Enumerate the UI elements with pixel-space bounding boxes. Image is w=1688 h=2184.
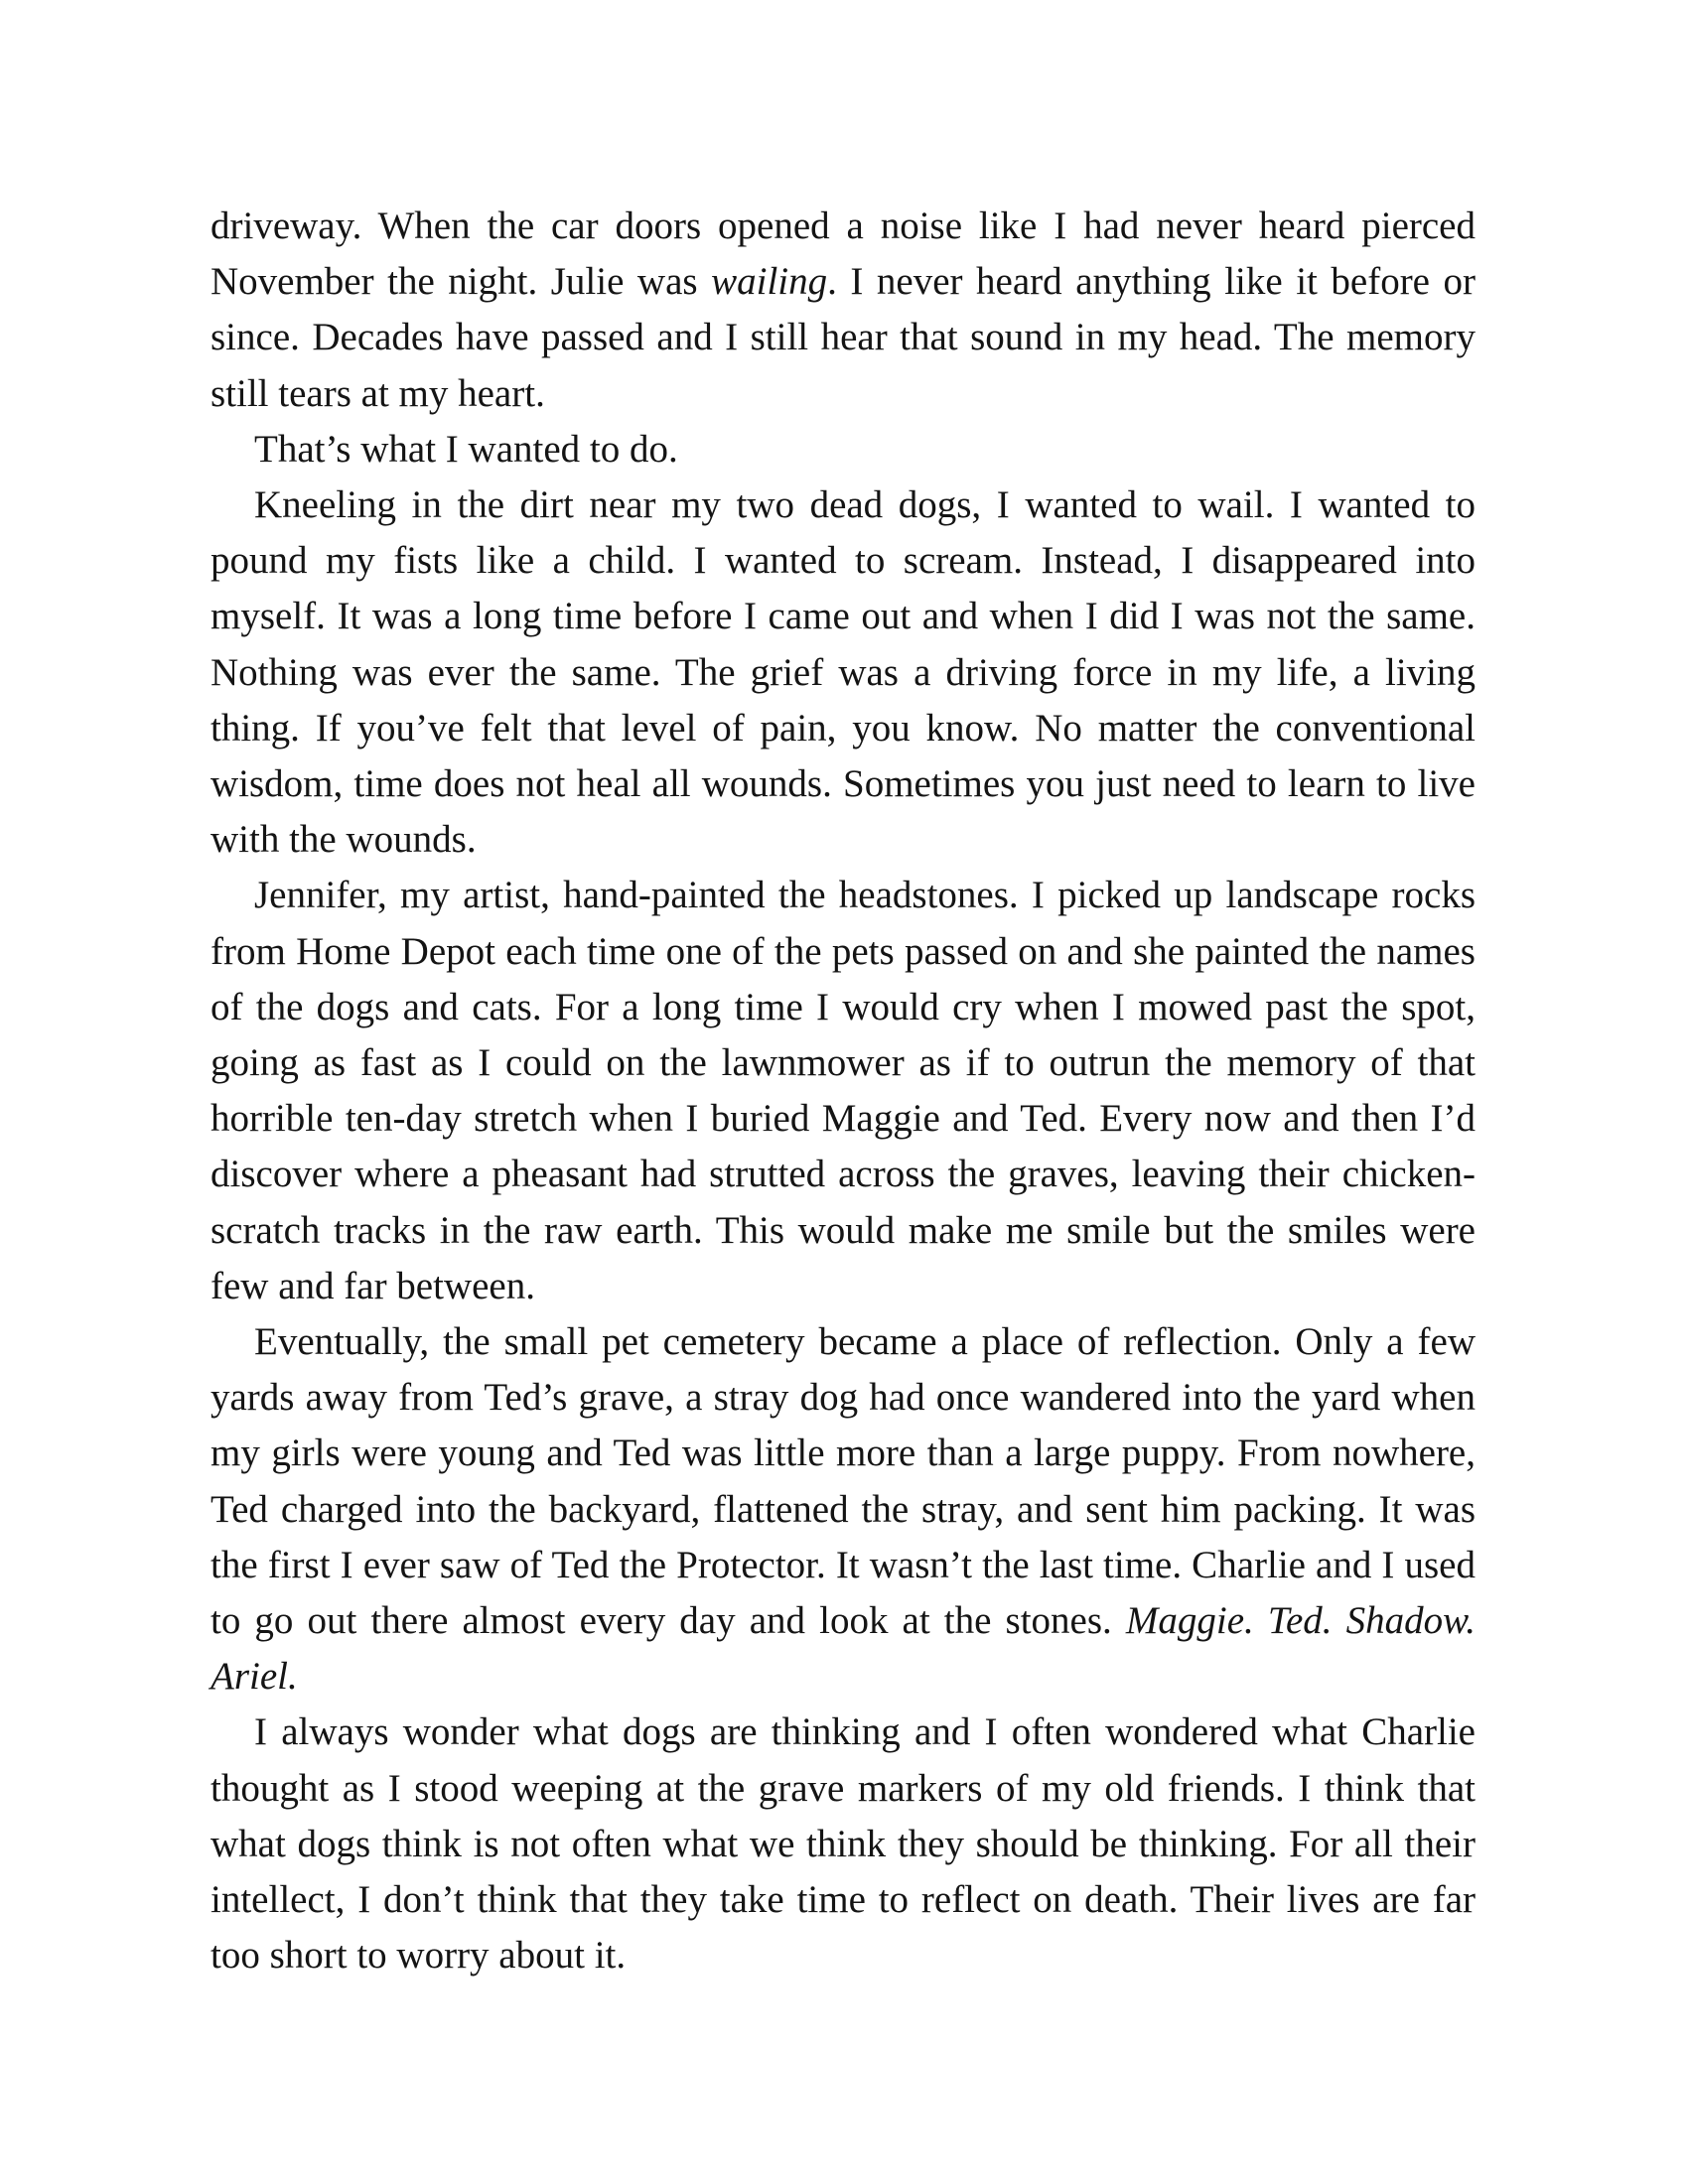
paragraph-4: [211, 868, 1476, 1314]
paragraph-6: [211, 1705, 1476, 1983]
paragraph-1: [211, 199, 1476, 422]
paragraph-2-run-1: That’s what I wanted to do.: [254, 427, 678, 471]
book-page-body: [211, 199, 1476, 1984]
paragraph-5-run-1: Eventually, the small pet cemetery became a place of reflection. Only a few yards away from Ted’s grave, a stray dog had once wandered into the yard when my girls were young and Ted was little more than a large puppy. From nowhere, Ted charged into the backyard, flattened the stray, and sent him packing. It was the first I ever saw of Ted the Protector. It wasn’t the last time. Charlie and I used to go out there almost every day and look at the stones.: [211, 1320, 1476, 1643]
paragraph-5: [211, 1314, 1476, 1705]
paragraph-3-run-1: Kneeling in the dirt near my two dead dogs, I wanted to wail. I wanted to pound my fists like a child. I wanted to scream. Instead, I disappeared into myself. It was a long time before I came out and when I did I was not the same. Nothing was ever the same. The grief was a driving force in my life, a living thing. If you’ve felt that level of pain, you know. No matter the conventional wisdom, time does not heal all wounds. Sometimes you just need to learn to live with the wounds.: [211, 483, 1476, 862]
paragraph-4-run-1: Jennifer, my artist, hand-painted the headstones. I picked up landscape rocks from Home Depot each time one of the pets passed on and she painted the names of the dogs and cats. For a long time I would cry when I mowed past the spot, going as fast as I could on the lawnmower as if to outrun the memory of that horrible ten-day stretch when I buried Maggie and Ted. Every now and then I’d discover where a pheasant had strutted across the graves, leaving their chicken-scratch tracks in the raw earth. This would make me smile but the smiles were few and far between.: [211, 874, 1476, 1307]
paragraph-1-run-3: . I never heard anything like it before or since. Decades have passed and I still hear that sound in my head. The memory still tears at my heart.: [211, 260, 1476, 415]
paragraph-3: [211, 478, 1476, 868]
paragraph-6-run-1: I always wonder what dogs are thinking and I often wondered what Charlie thought as I stood weeping at the grave markers of my old friends. I think that what dogs think is not often what we think they should be thinking. For all their intellect, I don’t think that they take time to reflect on death. Their lives are far too short to worry about it.: [211, 1710, 1476, 1978]
paragraph-1-run-1: driveway. When the car doors opened a noise like I had never heard pierced November the night. Julie was: [211, 205, 1476, 304]
paragraph-2: [211, 422, 1476, 478]
paragraph-5-italic-names: Maggie. Ted. Shadow. Ariel.: [211, 1599, 1477, 1699]
paragraph-1-italic-wailing: wailing: [711, 260, 828, 304]
